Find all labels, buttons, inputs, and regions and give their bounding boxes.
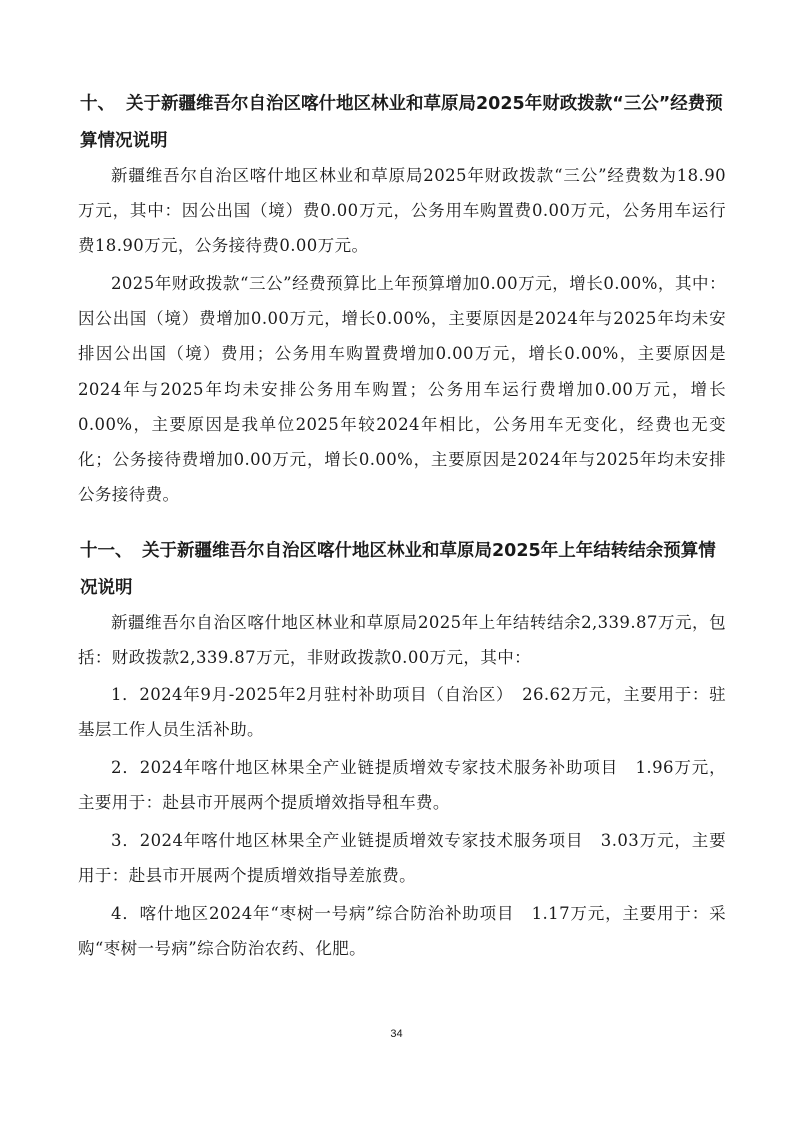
section-11-item-1: 1．2024年9月-2025年2月驻村补助项目（自治区） 26.62万元，主要用于：驻基层工作人员生活补助。: [78, 685, 726, 740]
section-11-number: 十一、: [80, 541, 133, 561]
section-10-paragraph-1: 新疆维吾尔自治区喀什地区林业和草原局2025年财政拨款“三公”经费数为18.90万元，其中：因公出国（境）费0.00万元，公务用车购置费0.00万元，公务用车运行费18.90万元，公务接待费0.00万元。: [78, 166, 726, 256]
section-11-heading: [80, 533, 732, 607]
section-11-item-2: 2．2024年喀什地区林果全产业链提质增效专家技术服务补助项目 1.96万元，主要用于：赴县市开展两个提质增效指导租车费。: [78, 758, 726, 813]
section-10-heading: [80, 86, 732, 160]
section-10-title: 关于新疆维吾尔自治区喀什地区林业和草原局2025年财政拨款“三公”经费预算情况说明: [80, 94, 723, 151]
section-11-item-4: 4．喀什地区2024年“枣树一号病”综合防治补助项目 1.17万元，主要用于：采购“枣树一号病”综合防治农药、化肥。: [78, 904, 726, 959]
section-10-number: 十、: [80, 94, 115, 114]
page-number: 34: [390, 1028, 403, 1040]
section-10-paragraph-2: 2025年财政拨款“三公”经费预算比上年预算增加0.00万元，增长0.00%，其中：因公出国（境）费增加0.00万元，增长0.00%，主要原因是2024年与2025年均未安排因公出国（境）费用；公务用车购置费增加0.00万元，增长0.00%，主要原因是2024年与2025年均未安排公务用车购置；公务用车运行费增加0.00万元，增长0.00%，主要原因是我单位2025年较2024年相比，公务用车无变化，经费也无变化；公务接待费增加0.00万元，增长0.00%，主要原因是2024年与2025年均未安排公务接待费。: [78, 274, 726, 505]
section-11-item-3: 3．2024年喀什地区林果全产业链提质增效专家技术服务项目 3.03万元，主要用于：赴县市开展两个提质增效指导差旅费。: [78, 831, 726, 886]
section-11-paragraph-1: 新疆维吾尔自治区喀什地区林业和草原局2025年上年结转结余2,339.87万元，包括：财政拨款2,339.87万元，非财政拨款0.00万元，其中：: [78, 613, 726, 668]
section-11-title: 关于新疆维吾尔自治区喀什地区林业和草原局2025年上年结转结余预算情况说明: [80, 541, 716, 598]
